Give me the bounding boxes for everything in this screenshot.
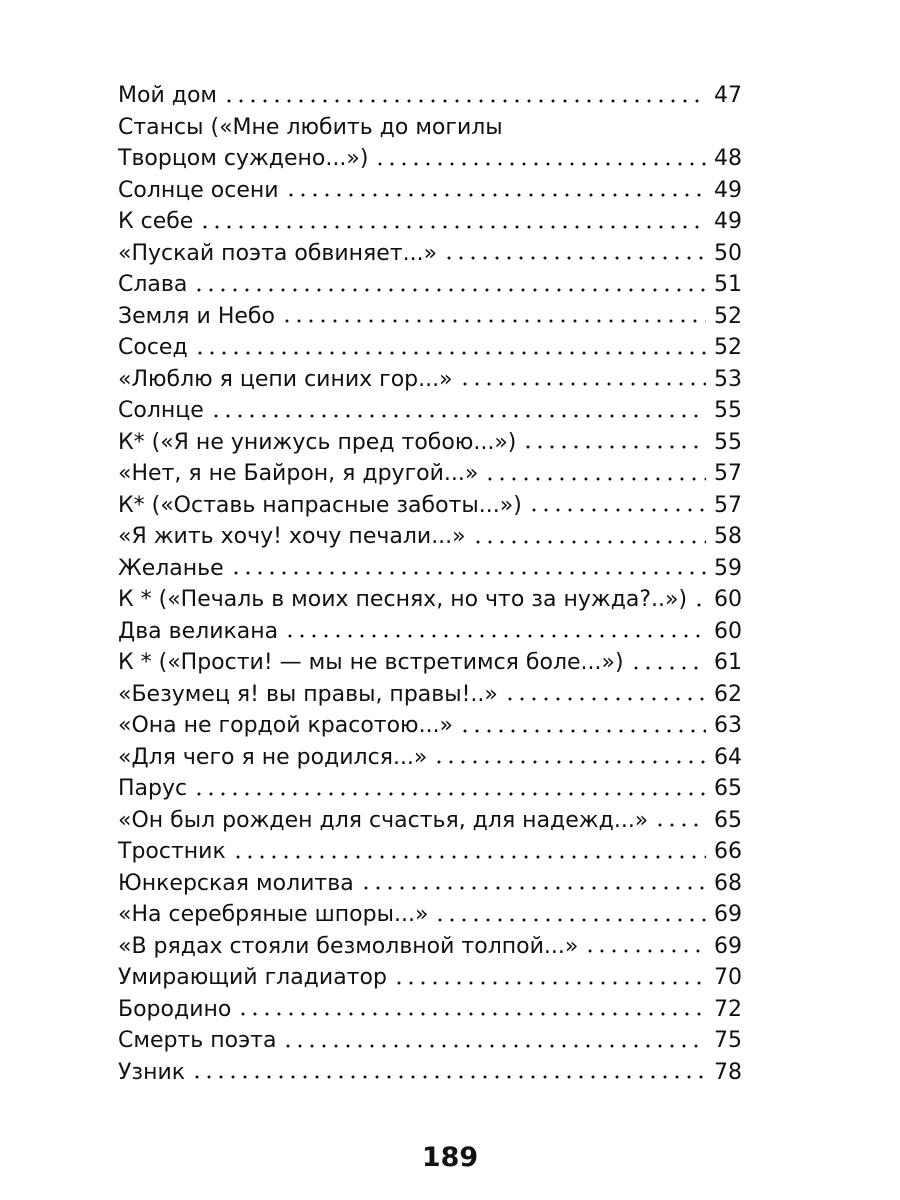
toc-title: К* («Я не унижусь пред тобою...») (118, 429, 517, 455)
toc-page-number: 48 (714, 146, 742, 171)
toc-page-number: 58 (714, 524, 742, 549)
toc-entry (118, 805, 742, 837)
toc-title: Умирающий гладиатор (118, 965, 387, 990)
toc-page-number: 70 (714, 965, 742, 990)
toc-page-number: 65 (714, 776, 742, 801)
toc-page-number: 57 (714, 461, 742, 486)
toc-title: «Я жить хочу! хочу печали...» (118, 524, 466, 549)
toc-entry (118, 742, 742, 774)
toc-entry (118, 773, 742, 805)
toc-title: Смерть поэта (118, 1028, 277, 1053)
toc-title: Слава (118, 272, 188, 297)
toc-title: «Пускай поэта обвиняет...» (118, 240, 438, 266)
dot-leader (281, 318, 706, 324)
toc-title: «Для чего я не родился...» (118, 744, 428, 770)
toc-title: Солнце осени (118, 177, 279, 203)
toc-title: Мой дом (118, 83, 217, 108)
dot-leader (693, 602, 706, 608)
toc-page-number: 61 (714, 650, 742, 675)
toc-title: «Нет, я не Байрон, я другой...» (118, 461, 479, 486)
toc-page-number: 60 (714, 587, 742, 612)
dot-leader (193, 791, 706, 797)
toc-page-number: 50 (714, 240, 742, 266)
toc-title: «Люблю я цепи синих гор...» (118, 366, 453, 392)
toc-entry (118, 238, 742, 270)
toc-entry (118, 364, 742, 396)
toc-entry (118, 647, 742, 679)
toc-entry (118, 269, 742, 301)
toc-entry (118, 899, 742, 931)
toc-page-number: 57 (714, 492, 742, 518)
toc-page-number: 64 (714, 744, 742, 770)
dot-leader (434, 917, 706, 923)
dot-leader (194, 350, 706, 356)
toc-entry (118, 206, 742, 238)
dot-leader (459, 381, 706, 387)
toc-page-number: 65 (714, 807, 742, 833)
toc-title: Узник (118, 1059, 186, 1085)
toc-title: «Он был рожден для счастья, для надежд...» (118, 807, 649, 833)
toc-title: Бородино (118, 996, 232, 1022)
dot-leader (443, 255, 706, 261)
dot-leader (191, 1074, 706, 1080)
dot-leader (230, 570, 706, 576)
toc-page-number: 55 (714, 398, 742, 423)
toc-title: Два великана (118, 618, 279, 644)
toc-page-number: 72 (714, 996, 742, 1022)
toc-title: К себе (118, 209, 194, 234)
toc-title: «На серебряные шпоры...» (118, 902, 429, 927)
toc-title: К* («Оставь напрасные заботы...») (118, 492, 522, 518)
dot-leader (282, 1043, 706, 1049)
dot-leader (484, 476, 706, 482)
dot-leader (472, 539, 706, 545)
toc-entry (118, 994, 742, 1026)
toc-page-number: 68 (714, 870, 742, 896)
toc-entry (118, 836, 742, 868)
toc-title: Тростник (118, 839, 226, 864)
toc-entry (118, 521, 742, 553)
toc-page-number: 51 (714, 272, 742, 297)
dot-leader (630, 665, 706, 671)
toc-title: Творцом суждено...») (118, 146, 369, 171)
toc-entry (118, 1025, 742, 1057)
toc-entry (118, 301, 742, 333)
dot-leader (522, 444, 706, 450)
toc-page-number: 52 (714, 303, 742, 329)
toc-page-number: 47 (714, 83, 742, 108)
toc-entry (118, 427, 742, 459)
toc-title: Сосед (118, 335, 188, 360)
toc-title: Желанье (118, 555, 224, 581)
dot-leader (459, 728, 706, 734)
dot-leader (232, 854, 706, 860)
toc-page-number: 53 (714, 366, 742, 392)
toc-entry (118, 395, 742, 427)
toc-page-number: 62 (714, 681, 742, 707)
toc-page-number: 60 (714, 618, 742, 644)
toc-entry (118, 710, 742, 742)
dot-leader (393, 980, 706, 986)
toc-page-number: 69 (714, 933, 742, 959)
toc-title: Солнце (118, 398, 204, 423)
dot-leader (284, 633, 706, 639)
toc-title: «Она не гордой красотою...» (118, 713, 454, 738)
toc-entry (118, 553, 742, 585)
toc-page-number: 59 (714, 555, 742, 581)
toc-page-number: 75 (714, 1028, 742, 1053)
dot-leader (193, 287, 706, 293)
toc-title: К * («Печаль в моих песнях, но что за нужда?..») (118, 587, 688, 612)
dot-leader (285, 192, 706, 198)
toc-title: Юнкерская молитва (118, 870, 354, 896)
toc-page-number: 55 (714, 429, 742, 455)
dot-leader (199, 224, 706, 230)
dot-leader (223, 98, 706, 104)
dot-leader (374, 161, 706, 167)
toc-entry (118, 679, 742, 711)
dot-leader (210, 413, 706, 419)
toc-title: Земля и Небо (118, 303, 275, 329)
toc-entry (118, 458, 742, 490)
toc-page-number: 49 (714, 177, 742, 203)
toc-page-number: 66 (714, 839, 742, 864)
toc-page-number: 63 (714, 713, 742, 738)
toc-entry (118, 490, 742, 522)
toc-page-number: 52 (714, 335, 742, 360)
toc-title: «В рядах стояли безмолвной толпой...» (118, 933, 579, 959)
toc-entry (118, 332, 742, 364)
toc-entry (118, 80, 742, 112)
toc-page-number: 78 (714, 1059, 742, 1085)
dot-leader (433, 759, 706, 765)
toc-title: Стансы («Мне любить до могилы (118, 114, 503, 140)
dot-leader (504, 696, 706, 702)
dot-leader (584, 948, 706, 954)
toc-entry (118, 1057, 742, 1089)
toc-entry-continued (118, 112, 742, 144)
dot-leader (528, 507, 706, 513)
toc-entry (118, 962, 742, 994)
dot-leader (237, 1011, 706, 1017)
page-number: 189 (421, 1142, 479, 1173)
toc-title: Парус (118, 776, 188, 801)
toc-page-number: 49 (714, 209, 742, 234)
toc-entry (118, 584, 742, 616)
toc-entry (118, 175, 742, 207)
dot-leader (654, 822, 706, 828)
dot-leader (360, 885, 706, 891)
toc-entry (118, 143, 742, 175)
toc-entry (118, 616, 742, 648)
toc-page-number: 69 (714, 902, 742, 927)
toc-entry (118, 931, 742, 963)
toc-title: К * («Прости! — мы не встретимся боле...») (118, 650, 624, 675)
toc-entry (118, 868, 742, 900)
table-of-contents (118, 80, 742, 1088)
toc-title: «Безумец я! вы правы, правы!..» (118, 681, 498, 707)
